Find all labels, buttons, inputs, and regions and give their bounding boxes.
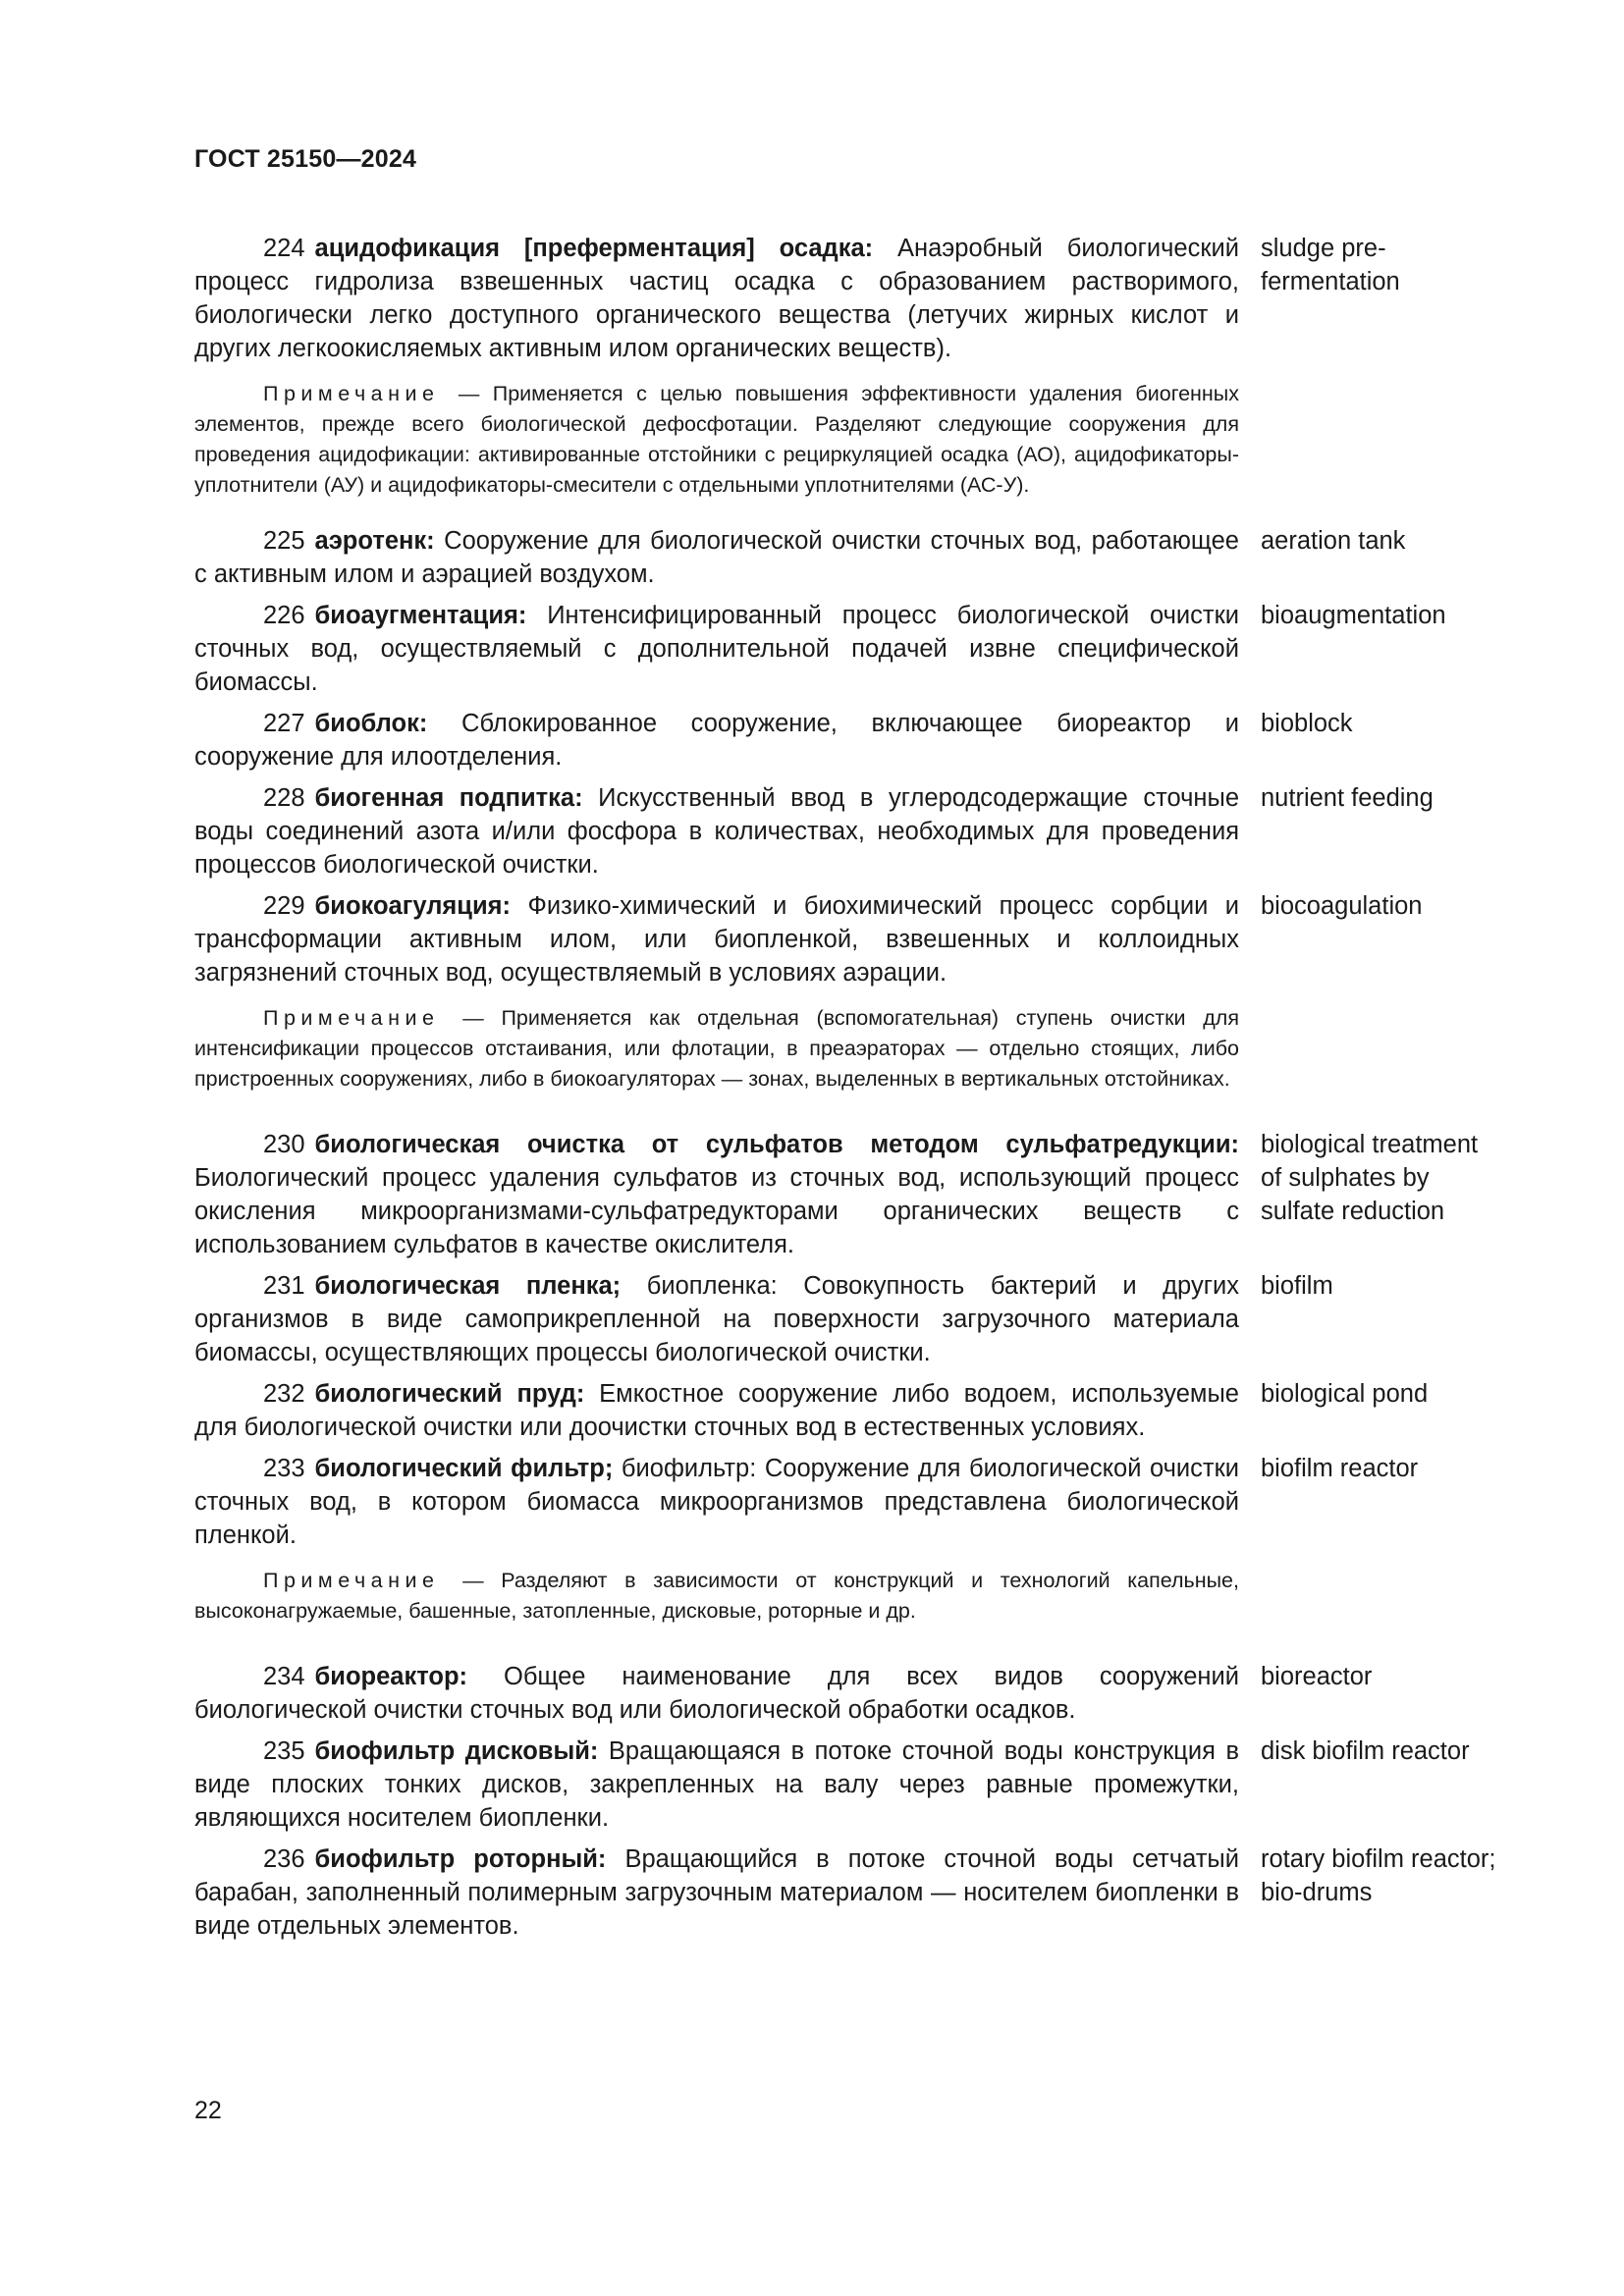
entry-definition: Биологический процесс удаления сульфатов из сточных вод, использующий процесс окисления микроорганизмами-сульфатредукторами органических веществ с использованием сульфатов в качестве окислителя. xyxy=(194,1164,1239,1258)
entry-english-term xyxy=(1261,1660,1530,1693)
note-233 xyxy=(194,1566,1239,1627)
english-term-line: aeration tank xyxy=(1261,527,1406,555)
entry-english-term xyxy=(1261,232,1530,298)
note-label: Примечание xyxy=(263,382,440,405)
term-entries xyxy=(194,232,1530,1950)
entry-number: 231 xyxy=(263,1272,305,1300)
entry-number: 232 xyxy=(263,1380,305,1408)
entry-text xyxy=(194,1735,1239,1835)
entry-definition: Общее наименование для всех видов сооружений биологической очистки сточных вод или биологической обработки осадков. xyxy=(194,1663,1239,1724)
entry-term: биоаугментация: xyxy=(314,602,527,629)
term-entry-224 xyxy=(194,232,1530,365)
entry-term: биологическая очистка от сульфатов методом сульфатредукции: xyxy=(314,1131,1239,1158)
entry-number: 233 xyxy=(263,1455,305,1482)
entry-english-term xyxy=(1261,599,1530,632)
english-term-line: biocoagulation xyxy=(1261,892,1423,920)
entry-term: биофильтр роторный: xyxy=(314,1845,607,1873)
entry-number: 226 xyxy=(263,602,305,629)
entry-text xyxy=(194,707,1239,774)
entry-term: биогенная подпитка: xyxy=(314,784,583,812)
entry-text xyxy=(194,1842,1239,1943)
entry-term: биологический пруд: xyxy=(314,1380,585,1408)
note-224 xyxy=(194,379,1239,501)
entry-english-term xyxy=(1261,1128,1530,1228)
entry-definition: Сооружение для биологической очистки сточных вод, работающее с активным илом и аэрацией воздухом. xyxy=(194,527,1239,588)
entry-definition: биопленка: Совокупность бактерий и других организмов в виде самоприкрепленной на поверхности загрузочного материала биомассы, осуществляющих процессы биологической очистки. xyxy=(194,1272,1239,1366)
term-entry-225 xyxy=(194,524,1530,591)
term-entry-232 xyxy=(194,1377,1530,1444)
entry-term: биологическая пленка; xyxy=(314,1272,622,1300)
entry-definition: Вращающаяся в потоке сточной воды конструкция в виде плоских тонких дисков, закрепленных на валу через равные промежутки, являющихся носителем биопленки. xyxy=(194,1737,1239,1832)
english-term-line: fermentation xyxy=(1261,268,1400,295)
note-label: Примечание xyxy=(263,1006,440,1030)
entry-text xyxy=(194,781,1239,881)
entry-number: 225 xyxy=(263,527,305,555)
entry-text xyxy=(194,1269,1239,1369)
term-entry-226 xyxy=(194,599,1530,699)
english-term-line: biological treatment xyxy=(1261,1131,1479,1158)
term-entry-227 xyxy=(194,707,1530,774)
entry-definition: Физико-химический и биохимический процесс сорбции и трансформации активным илом, или биопленкой, взвешенных и коллоидных загрязнений сточных вод, осуществляемый в условиях аэрации. xyxy=(194,892,1239,987)
entry-definition: Искусственный ввод в углеродсодержащие сточные воды соединений азота и/или фосфора в количествах, необходимых для проведения процессов биологической очистки. xyxy=(194,784,1239,879)
english-term-line: bioreactor xyxy=(1261,1663,1373,1690)
english-term-line: biofilm reactor xyxy=(1261,1455,1419,1482)
document-header: ГОСТ 25150—2024 xyxy=(194,145,417,173)
entry-term: ацидофикация [преферментация] осадка: xyxy=(314,235,874,262)
entry-number: 227 xyxy=(263,710,305,737)
entry-english-term xyxy=(1261,1377,1530,1411)
english-term-line: disk biofilm reactor xyxy=(1261,1737,1470,1765)
english-term-line: nutrient feeding xyxy=(1261,784,1434,812)
note-text: — Применяется с целью повышения эффективности удаления биогенных элементов, прежде всего биологической дефосфотации. Разделяют следующие сооружения для проведения ацидофикации: активированные отстойники с рециркуляцией осадка (АО), ацидофикаторы-уплотнители (АУ) и ацидофикаторы-смесители с отдельными уплотнителями (АС-У). xyxy=(194,382,1239,497)
entry-text xyxy=(194,232,1239,365)
entry-english-term xyxy=(1261,1269,1530,1303)
entry-text xyxy=(194,524,1239,591)
entry-english-term xyxy=(1261,1842,1530,1909)
entry-english-term xyxy=(1261,889,1530,923)
english-term-line: bioaugmentation xyxy=(1261,602,1446,629)
entry-english-term xyxy=(1261,1735,1530,1768)
term-entry-228 xyxy=(194,781,1530,881)
entry-english-term xyxy=(1261,707,1530,740)
entry-number: 229 xyxy=(263,892,305,920)
entry-number: 235 xyxy=(263,1737,305,1765)
term-entry-231 xyxy=(194,1269,1530,1369)
note-label: Примечание xyxy=(263,1569,440,1592)
english-term-line: biofilm xyxy=(1261,1272,1333,1300)
term-entry-234 xyxy=(194,1660,1530,1727)
entry-definition: Анаэробный биологический процесс гидролиза взвешенных частиц осадка с образованием растворимого, биологически легко доступного органического вещества (летучих жирных кислот и других легкоокисляемых активным илом органических веществ). xyxy=(194,235,1240,362)
entry-text xyxy=(194,889,1239,989)
entry-number: 224 xyxy=(263,235,305,262)
entry-english-term xyxy=(1261,781,1530,815)
entry-text xyxy=(194,1377,1239,1444)
entry-text xyxy=(194,1128,1239,1261)
term-entry-229 xyxy=(194,889,1530,989)
entry-english-term xyxy=(1261,1452,1530,1485)
entry-definition: Вращающийся в потоке сточной воды сетчатый барабан, заполненный полимерным загрузочным материалом — носителем биопленки в виде отдельных элементов. xyxy=(194,1845,1240,1940)
entry-text xyxy=(194,1660,1239,1727)
entry-term: биореактор: xyxy=(314,1663,468,1690)
entry-term: биофильтр дисковый: xyxy=(314,1737,599,1765)
term-entry-233 xyxy=(194,1452,1530,1552)
note-text: — Разделяют в зависимости от конструкций и технологий капельные, высоконагружаемые, башенные, затопленные, дисковые, роторные и др. xyxy=(194,1569,1239,1623)
entry-definition: Интенсифицированный процесс биологической очистки сточных вод, осуществляемый с дополнительной подачей извне специфической биомассы. xyxy=(194,602,1239,696)
english-term-line: biological pond xyxy=(1261,1380,1429,1408)
english-term-line: of sulphates by xyxy=(1261,1164,1430,1192)
entry-term: аэротенк: xyxy=(314,527,435,555)
english-term-line: sulfate reduction xyxy=(1261,1198,1445,1225)
entry-text xyxy=(194,599,1239,699)
entry-number: 230 xyxy=(263,1131,305,1158)
entry-text xyxy=(194,1452,1239,1552)
entry-number: 234 xyxy=(263,1663,305,1690)
entry-number: 228 xyxy=(263,784,305,812)
term-entry-230 xyxy=(194,1128,1530,1261)
entry-english-term xyxy=(1261,524,1530,558)
entry-definition: Сблокированное сооружение, включающее биореактор и сооружение для илоотделения. xyxy=(194,710,1239,771)
term-entry-236 xyxy=(194,1842,1530,1943)
entry-number: 236 xyxy=(263,1845,305,1873)
entry-term: биоблок: xyxy=(314,710,428,737)
entry-term: биологический фильтр; xyxy=(314,1455,614,1482)
english-term-line: bio-drums xyxy=(1261,1879,1373,1906)
english-term-line: sludge pre- xyxy=(1261,235,1386,262)
english-term-line: bioblock xyxy=(1261,710,1353,737)
english-term-line: rotary biofilm reactor; xyxy=(1261,1845,1496,1873)
page-number: 22 xyxy=(194,2097,222,2124)
term-entry-235 xyxy=(194,1735,1530,1835)
entry-term: биокоагуляция: xyxy=(314,892,512,920)
entry-definition: Емкостное сооружение либо водоем, используемые для биологической очистки или доочистки сточных вод в естественных условиях. xyxy=(194,1380,1239,1441)
note-text: — Применяется как отдельная (вспомогательная) ступень очистки для интенсификации процессов отстаивания, или флотации, в преаэраторах — отдельно стоящих, либо пристроенных сооружениях, либо в биокоагуляторах — зонах, выделенных в вертикальных отстойниках. xyxy=(194,1006,1239,1091)
note-229 xyxy=(194,1003,1239,1095)
entry-definition: биофильтр: Сооружение для биологической очистки сточных вод, в котором биомасса микроорганизмов представлена биологической пленкой. xyxy=(194,1455,1239,1549)
